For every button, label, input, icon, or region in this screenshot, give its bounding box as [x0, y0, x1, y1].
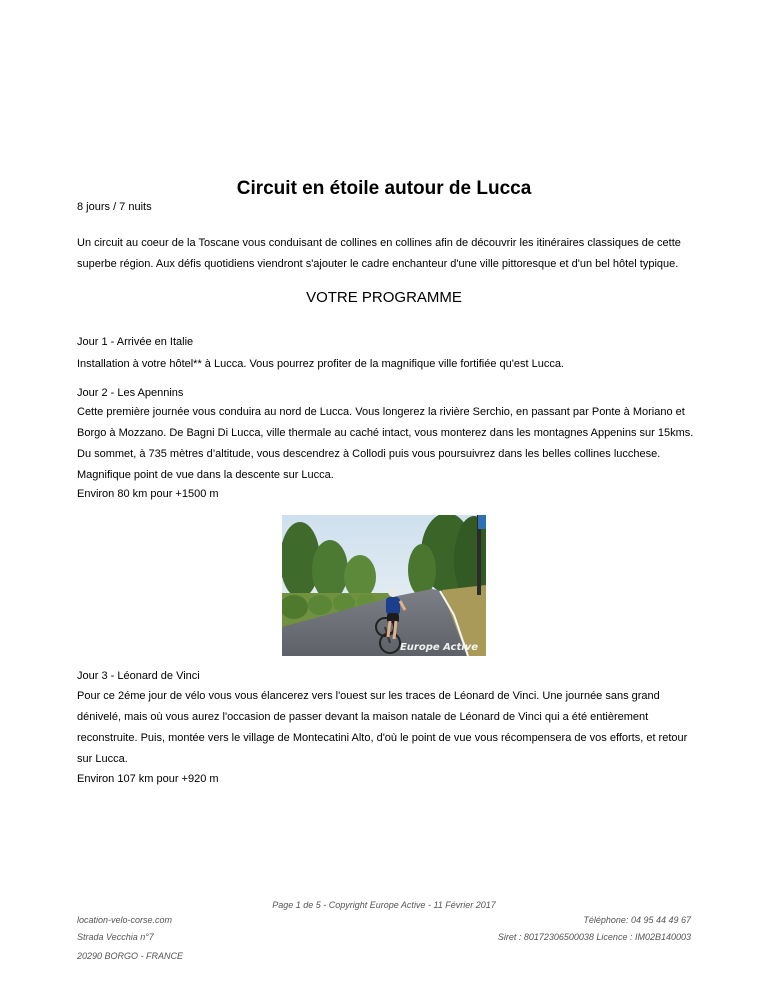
cyclist-photo — [282, 515, 486, 656]
day-1-text: Installation à votre hôtel** à Lucca. Vous pourrez profiter de la magnifique ville fortifiée qu'est Lucca. — [77, 358, 564, 370]
intro-paragraph: Un circuit au coeur de la Toscane vous conduisant de collines en collines afin de découvrir les itinéraires classiques de cette superbe région. Aux défis quotidiens viendront s'ajouter le cadre enchanteur d'une ville pittoresque et d'un bel hôtel typique. — [77, 237, 681, 270]
day-3-stats: Environ 107 km pour +920 m — [77, 773, 219, 785]
day-1-title: Jour 1 - Arrivée en Italie — [77, 336, 194, 348]
footer-phone: Téléphone: 04 95 44 49 67 — [583, 915, 691, 925]
program-heading: VOTRE PROGRAMME — [306, 289, 462, 306]
page-title: Circuit en étoile autour de Lucca — [236, 178, 532, 199]
day-3-title: Jour 3 - Léonard de Vinci — [77, 670, 200, 682]
day-2-stats: Environ 80 km pour +1500 m — [77, 488, 219, 500]
footer-page-info: Page 1 de 5 - Copyright Europe Active - 11 Février 2017 — [272, 900, 496, 910]
footer-address-line2: 20290 BORGO - FRANCE — [77, 951, 184, 961]
footer-siret: Siret : 80172306500038 Licence : IM02B140003 — [497, 932, 691, 942]
duration-label: 8 jours / 7 nuits — [77, 201, 152, 213]
day-2-title: Jour 2 - Les Apennins — [77, 387, 184, 399]
footer-website: location-velo-corse.com — [77, 915, 173, 925]
footer-address-line1: Strada Vecchia n°7 — [77, 932, 154, 942]
day-3-text: Pour ce 2éme jour de vélo vous vous élancerez vers l'ouest sur les traces de Léonard de Vinci. Une journée sans grand dénivelé, mais où vous aurez l'occasion de passer devant la maison natale de Léonard de Vinci qui a été entièrement reconstruite. Puis, montée vers le village de Montecatini Alto, d'où le point de vue vous récompensera de vos efforts, et retour sur Lucca. — [77, 690, 688, 765]
photo-watermark: Europe Active — [399, 642, 478, 653]
day-2-text: Cette première journée vous conduira au nord de Lucca. Vous longerez la rivière Serchio, en passant par Ponte à Moriano et Borgo à Mozzano. De Bagni Di Lucca, ville thermale au caché intact, vous monterez dans les montagnes Appenins sur 15kms. Du sommet, à 735 mètres d’altitude, vous descendrez à Collodi puis vous poursuivrez dans les belles collines lucchese. Magnifique point de vue dans la descente sur Lucca. — [77, 406, 694, 481]
